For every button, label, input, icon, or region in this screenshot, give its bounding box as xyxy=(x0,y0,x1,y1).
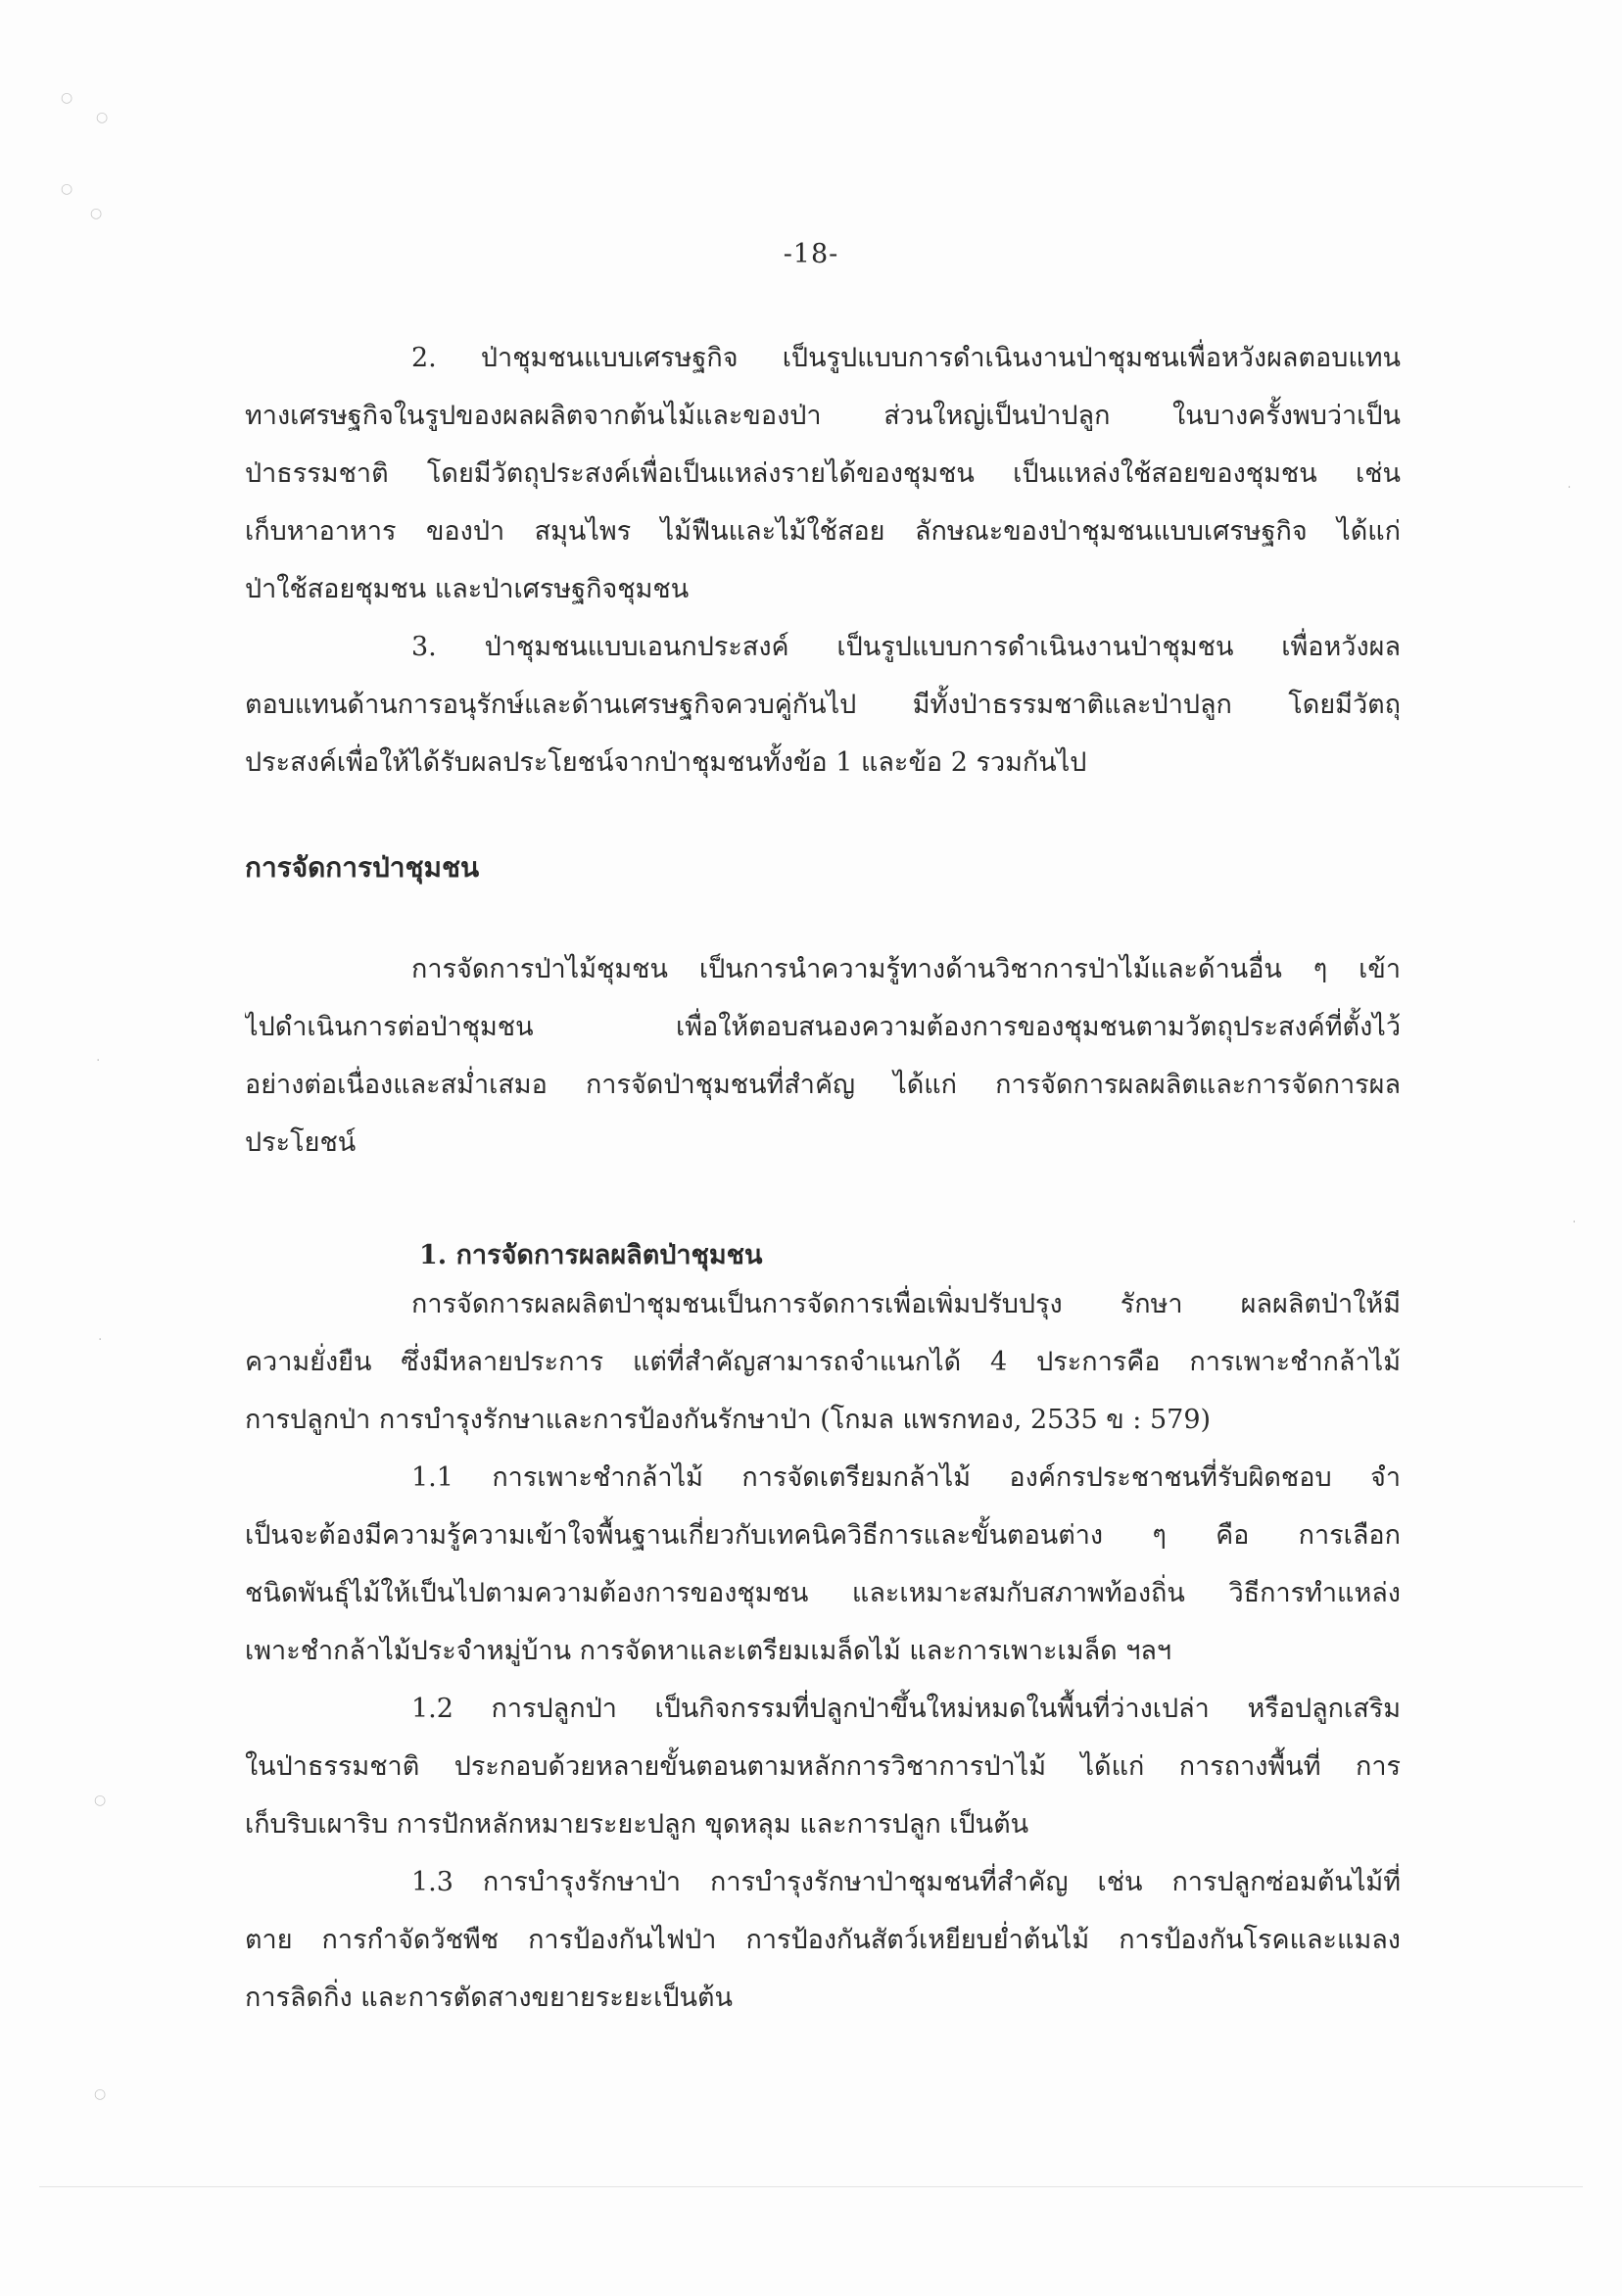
paragraph-line: 3. ป่าชุมชนแบบเอนกประสงค์ เป็นรูปแบบการดำเนินงานป่าชุมชน เพื่อหวังผล xyxy=(411,632,1401,662)
paragraph-line: เก็บหาอาหาร ของป่า สมุนไพร ไม้ฟืนและไม้ใช้สอย ลักษณะของป่าชุมชนแบบเศรษฐกิจ ได้แก่ xyxy=(245,516,1401,547)
section-heading: การจัดการป่าชุมชน xyxy=(245,851,480,884)
paragraph-line: ตอบแทนด้านการอนุรักษ์และด้านเศรษฐกิจควบคู่กันไป มีทั้งป่าธรรมชาติและป่าปลูก โดยมีวัตถุ xyxy=(245,690,1401,720)
paragraph-line: ทางเศรษฐกิจในรูปของผลผลิตจากต้นไม้และของป่า ส่วนใหญ่เป็นป่าปลูก ในบางครั้งพบว่าเป็น xyxy=(245,401,1401,431)
paragraph-line: ป่าธรรมชาติ โดยมีวัตถุประสงค์เพื่อเป็นแหล่งรายได้ของชุมชน เป็นแหล่งใช้สอยของชุมชน เช่น xyxy=(245,458,1401,489)
paragraph-multipurpose-forest xyxy=(245,618,1401,791)
paragraph-seedling-nursery xyxy=(245,1449,1401,1680)
paragraph-economic-forest xyxy=(245,329,1401,618)
paragraph-line: การลิดกิ่ง และการตัดสางขยายระยะเป็นต้น xyxy=(245,1983,733,2013)
paragraph-line: ป่าใช้สอยชุมชน และป่าเศรษฐกิจชุมชน xyxy=(245,574,690,604)
paragraph-line: ในป่าธรรมชาติ ประกอบด้วยหลายขั้นตอนตามหลักการวิชาการป่าไม้ ได้แก่ การถางพื้นที่ การ xyxy=(245,1751,1401,1782)
paragraph-line: 1.1 การเพาะชำกล้าไม้ การจัดเตรียมกล้าไม้ องค์กรประชาชนที่รับผิดชอบ จำ xyxy=(411,1462,1401,1493)
paragraph-line: เพาะชำกล้าไม้ประจำหมู่บ้าน การจัดหาและเตรียมเมล็ดไม้ และการเพาะเมล็ด ฯลฯ xyxy=(245,1636,1172,1666)
paragraph-line: การจัดการผลผลิตป่าชุมชนเป็นการจัดการเพื่อเพิ่มปรับปรุง รักษา ผลผลิตป่าให้มี xyxy=(411,1289,1401,1319)
paragraph-section-intro xyxy=(245,940,1401,1172)
subsection-heading: 1. การจัดการผลผลิตป่าชุมชน xyxy=(419,1240,763,1270)
scan-speck: ○ xyxy=(61,181,73,197)
scan-speck: ○ xyxy=(94,2086,107,2102)
paragraph-line: ประสงค์เพื่อให้ได้รับผลประโยชน์จากป่าชุมชนทั้งข้อ 1 และข้อ 2 รวมกันไป xyxy=(245,747,1087,778)
paragraph-line: 2. ป่าชุมชนแบบเศรษฐกิจ เป็นรูปแบบการดำเนินงานป่าชุมชนเพื่อหวังผลตอบแทน xyxy=(411,343,1401,373)
scan-speck: · xyxy=(1572,1215,1577,1230)
scan-speck: · xyxy=(96,1053,101,1069)
paragraph-line: ความยั่งยืน ซึ่งมีหลายประการ แต่ที่สำคัญสามารถจำแนกได้ 4 ประการคือ การเพาะชำกล้าไม้ xyxy=(245,1347,1401,1377)
paragraph-line: ตาย การกำจัดวัชพืช การป้องกันไฟป่า การป้องกันสัตว์เหยียบย่ำต้นไม้ การป้องกันโรคและแมลง xyxy=(245,1925,1401,1955)
paragraph-line: ประโยชน์ xyxy=(245,1127,357,1158)
scan-speck: ○ xyxy=(90,206,103,221)
page-number: -18- xyxy=(783,239,839,269)
scan-speck: · xyxy=(1567,480,1572,496)
scan-edge-line xyxy=(39,2186,1583,2187)
paragraph-line: เป็นจะต้องมีความรู้ความเข้าใจพื้นฐานเกี่ยวกับเทคนิควิธีการและขั้นตอนต่าง ๆ คือ การเลือก xyxy=(245,1520,1401,1551)
scan-speck: · xyxy=(98,1332,103,1348)
scan-speck: ○ xyxy=(96,110,109,125)
paragraph-line: การปลูกป่า การบำรุงรักษาและการป้องกันรักษาป่า (โกมล แพรกทอง, 2535 ข : 579) xyxy=(245,1405,1212,1435)
paragraph-line: เก็บริบเผาริบ การปักหลักหมายระยะปลูก ขุดหลุม และการปลูก เป็นต้น xyxy=(245,1809,1029,1840)
paragraph-production-management xyxy=(245,1275,1401,1449)
paragraph-line: การจัดการป่าไม้ชุมชน เป็นการนำความรู้ทางด้านวิชาการป่าไม้และด้านอื่น ๆ เข้า xyxy=(411,954,1401,984)
paragraph-line: 1.3 การบำรุงรักษาป่า การบำรุงรักษาป่าชุมชนที่สำคัญ เช่น การปลูกซ่อมต้นไม้ที่ xyxy=(411,1867,1401,1897)
paragraph-line: ไปดำเนินการต่อป่าชุมชน เพื่อให้ตอบสนองความต้องการของชุมชนตามวัตถุประสงค์ที่ตั้งไว้ xyxy=(245,1012,1401,1042)
scan-speck: ○ xyxy=(61,90,73,106)
scan-speck: ○ xyxy=(94,1793,107,1808)
paragraph-line: อย่างต่อเนื่องและสม่ำเสมอ การจัดป่าชุมชนที่สำคัญ ได้แก่ การจัดการผลผลิตและการจัดการผล xyxy=(245,1070,1401,1100)
paragraph-reforestation xyxy=(245,1680,1401,1853)
paragraph-forest-maintenance xyxy=(245,1853,1401,2027)
paragraph-line: ชนิดพันธุ์ไม้ให้เป็นไปตามความต้องการของชุมชน และเหมาะสมกับสภาพท้องถิ่น วิธีการทำแหล่ง xyxy=(245,1578,1401,1608)
paragraph-line: 1.2 การปลูกป่า เป็นกิจกรรมที่ปลูกป่าขึ้นใหม่หมดในพื้นที่ว่างเปล่า หรือปลูกเสริม xyxy=(411,1694,1401,1724)
